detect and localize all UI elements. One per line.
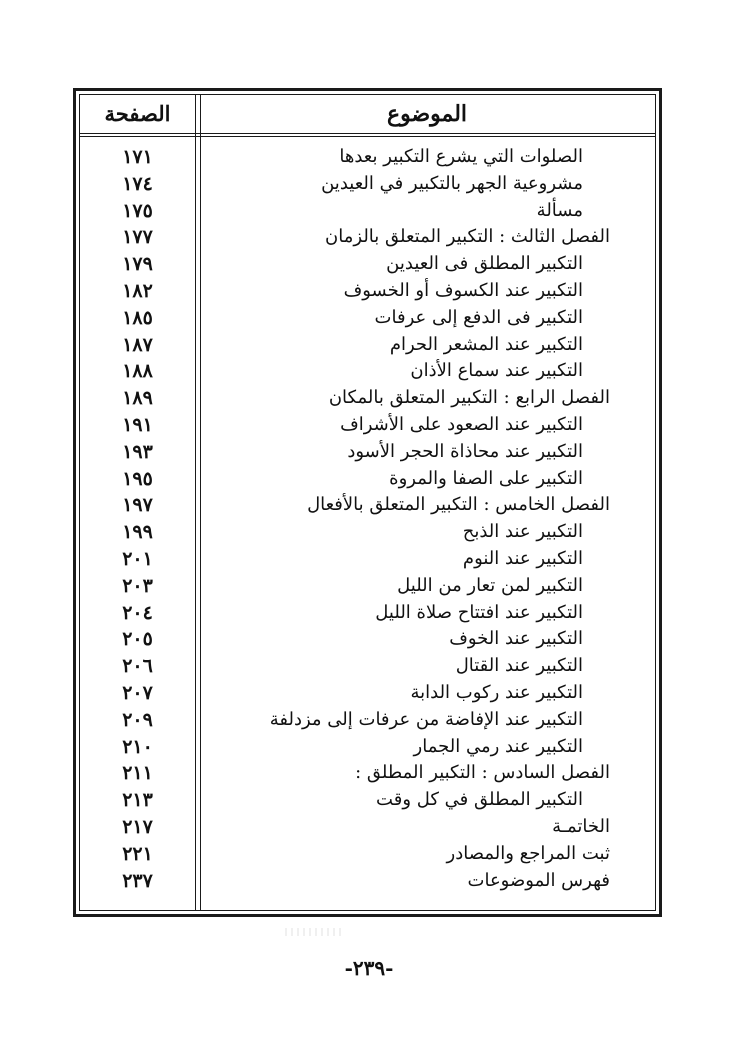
toc-row bbox=[80, 760, 655, 787]
toc-inner-frame bbox=[79, 94, 656, 911]
toc-chapter-heading: الفصل الخامس : التكبير المتعلق بالأفعال bbox=[307, 494, 610, 516]
toc-row bbox=[80, 600, 655, 627]
toc-page-number: ٢٠٥ bbox=[122, 628, 153, 651]
topic-column-header: الموضوع bbox=[386, 101, 468, 127]
toc-row bbox=[80, 573, 655, 600]
toc-topic: التكبير عند القتال bbox=[455, 655, 583, 677]
toc-page-number: ٢٣٧ bbox=[122, 869, 153, 892]
toc-chapter-heading: الفصل السادس : التكبير المطلق : bbox=[355, 762, 610, 784]
toc-row bbox=[80, 358, 655, 385]
toc-row bbox=[80, 439, 655, 466]
page-column-header: الصفحة bbox=[104, 101, 171, 126]
toc-topic: التكبير عند الخوف bbox=[449, 628, 583, 650]
scan-artifact bbox=[285, 928, 343, 936]
page-folio-number: -٢٣٩- bbox=[344, 956, 394, 980]
toc-page-number: ٢٠٧ bbox=[122, 681, 153, 704]
toc-topic: التكبير عند الذبح bbox=[462, 521, 583, 543]
toc-topic: التكبير المطلق فى العيدين bbox=[386, 253, 583, 275]
toc-topic: التكبير عند افتتاح صلاة الليل bbox=[375, 601, 583, 623]
toc-topic: مشروعية الجهر بالتكبير في العيدين bbox=[321, 172, 583, 194]
toc-page-number: ١٧٤ bbox=[122, 172, 153, 195]
toc-conclusion: الخاتمـة bbox=[552, 815, 610, 837]
toc-table bbox=[73, 88, 662, 917]
toc-page-number: ١٧٧ bbox=[122, 226, 153, 249]
toc-page-number: ١٧٩ bbox=[122, 253, 153, 276]
toc-row bbox=[80, 680, 655, 707]
toc-page-number: ٢٠٣ bbox=[122, 574, 153, 597]
toc-row bbox=[80, 332, 655, 359]
toc-row bbox=[80, 144, 655, 171]
toc-page-number: ١٧١ bbox=[122, 146, 153, 168]
toc-bibliography: ثبت المراجع والمصادر bbox=[446, 842, 610, 864]
toc-page-number: ١٨٨ bbox=[122, 360, 153, 383]
toc-topic: التكبير عند الكسوف أو الخسوف bbox=[343, 279, 583, 301]
toc-row bbox=[80, 814, 655, 841]
toc-page-number: ٢١٣ bbox=[122, 789, 153, 812]
toc-page-number: ٢٠٦ bbox=[122, 655, 153, 678]
toc-row bbox=[80, 734, 655, 761]
toc-row bbox=[80, 305, 655, 332]
toc-row bbox=[80, 546, 655, 573]
toc-row bbox=[80, 519, 655, 546]
toc-page-number: ١٨٢ bbox=[122, 279, 153, 302]
toc-row bbox=[80, 841, 655, 868]
toc-chapter-heading: الفصل الثالث : التكبير المتعلق بالزمان bbox=[325, 226, 610, 248]
toc-page-number: ١٧٥ bbox=[122, 199, 153, 222]
toc-page-number: ١٨٧ bbox=[122, 333, 153, 356]
toc-topic: التكبير المطلق في كل وقت bbox=[376, 789, 583, 811]
toc-page-number: ٢٢١ bbox=[122, 842, 153, 865]
toc-header bbox=[80, 95, 655, 134]
toc-topic: التكبير عند ركوب الدابة bbox=[410, 681, 583, 703]
toc-row bbox=[80, 224, 655, 251]
toc-page-number: ١٨٩ bbox=[122, 387, 153, 410]
toc-page-number: ١٩٩ bbox=[122, 521, 153, 544]
toc-page-number: ٢١٧ bbox=[122, 815, 153, 838]
toc-row bbox=[80, 626, 655, 653]
toc-topic: مسألة bbox=[536, 199, 583, 221]
toc-page-number: ١٩٧ bbox=[122, 494, 153, 517]
toc-topic: التكبير فى الدفع إلى عرفات bbox=[374, 306, 583, 328]
toc-row bbox=[80, 868, 655, 895]
toc-page-number: ٢٠٩ bbox=[122, 708, 153, 731]
toc-row bbox=[80, 653, 655, 680]
toc-row bbox=[80, 492, 655, 519]
toc-row bbox=[80, 466, 655, 493]
toc-topic: التكبير عند محاذاة الحجر الأسود bbox=[347, 440, 583, 462]
toc-index: فهرس الموضوعات bbox=[467, 869, 610, 891]
toc-row bbox=[80, 385, 655, 412]
toc-row bbox=[80, 251, 655, 278]
toc-page-number: ١٨٥ bbox=[122, 306, 153, 329]
toc-topic: التكبير عند الإفاضة من عرفات إلى مزدلفة bbox=[269, 708, 583, 730]
toc-topic: التكبير عند المشعر الحرام bbox=[389, 333, 583, 355]
toc-row bbox=[80, 278, 655, 305]
toc-topic: التكبير عند سماع الأذان bbox=[410, 360, 583, 382]
toc-page-number: ١٩١ bbox=[122, 413, 153, 436]
toc-row bbox=[80, 412, 655, 439]
toc-page-number: ٢٠٤ bbox=[122, 601, 153, 624]
toc-topic: التكبير عند رمي الجمار bbox=[413, 735, 583, 757]
toc-topic: التكبير لمن تعار من الليل bbox=[397, 574, 583, 596]
toc-row bbox=[80, 171, 655, 198]
toc-topic: التكبير عند النوم bbox=[462, 547, 583, 569]
toc-topic: الصلوات التي يشرع التكبير بعدها bbox=[339, 146, 583, 167]
toc-page-number: ٢١٠ bbox=[122, 735, 153, 758]
toc-rows bbox=[80, 144, 655, 894]
toc-topic: التكبير على الصفا والمروة bbox=[389, 467, 583, 489]
toc-row bbox=[80, 198, 655, 225]
toc-row bbox=[80, 707, 655, 734]
toc-page-number: ٢١١ bbox=[122, 762, 153, 785]
toc-page-number: ٢٠١ bbox=[122, 547, 153, 570]
toc-topic: التكبير عند الصعود على الأشراف bbox=[340, 413, 583, 435]
toc-chapter-heading: الفصل الرابع : التكبير المتعلق بالمكان bbox=[328, 387, 610, 409]
toc-page-number: ١٩٣ bbox=[122, 440, 153, 463]
toc-row bbox=[80, 787, 655, 814]
toc-page-number: ١٩٥ bbox=[122, 467, 153, 490]
